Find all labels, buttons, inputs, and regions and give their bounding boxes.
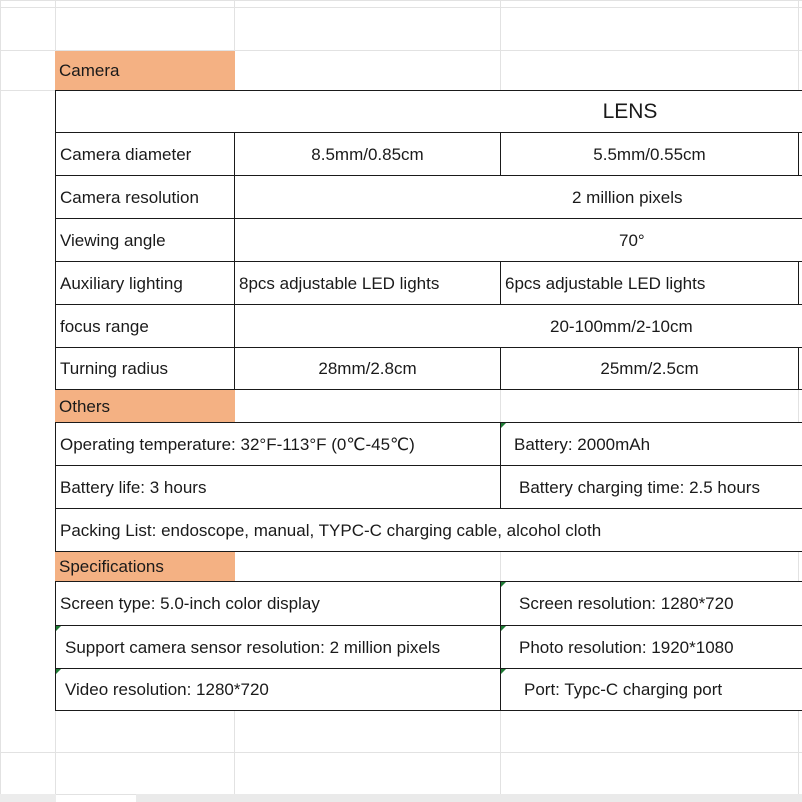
cell-text: 5.5mm/0.55cm — [593, 144, 706, 164]
cell-charging-time[interactable] — [500, 465, 802, 509]
cell-text: Video resolution: 1280*720 — [65, 680, 269, 699]
row-label-focus-range[interactable] — [55, 304, 235, 348]
grid-line — [0, 7, 802, 8]
section-label: Specifications — [59, 557, 164, 576]
cell-photo-resolution[interactable] — [500, 625, 802, 669]
grid-line — [0, 752, 802, 753]
sheet-tab-strip[interactable] — [0, 794, 56, 802]
cell-text: Battery charging time: 2.5 hours — [519, 477, 760, 497]
cell-viewing-angle[interactable] — [234, 218, 802, 262]
lens-header[interactable] — [55, 90, 802, 133]
section-header-others[interactable] — [55, 390, 235, 422]
cell-text: 25mm/2.5cm — [600, 359, 699, 378]
cell-text: Camera resolution — [60, 187, 199, 207]
cell-text: Auxiliary lighting — [60, 273, 183, 293]
section-header-specifications[interactable] — [55, 552, 235, 581]
cell-overflow[interactable] — [798, 132, 802, 176]
cell-text: Packing List: endoscope, manual, TYPC-C charging cable, alcohol cloth — [60, 520, 602, 540]
cell-port[interactable] — [500, 668, 802, 711]
cell-battery-life[interactable] — [55, 465, 501, 509]
section-label: Others — [59, 396, 111, 416]
lens-header-label: LENS — [602, 100, 658, 123]
cell-text: Operating temperature: 32°F-113°F (0℃-45℃) — [60, 434, 415, 454]
cell-camera-resolution[interactable] — [234, 175, 802, 219]
cell-text: Battery life: 3 hours — [60, 477, 207, 497]
row-label-camera-resolution[interactable] — [55, 175, 235, 219]
cell-text: Support camera sensor resolution: 2 million pixels — [65, 637, 441, 657]
cell-text: Camera diameter — [60, 144, 192, 164]
cell-text: 20-100mm/2-10cm — [550, 316, 693, 336]
cell-auxiliary-lighting-1[interactable] — [234, 261, 501, 305]
section-header-camera[interactable] — [55, 51, 235, 90]
cell-battery[interactable] — [500, 422, 802, 466]
cell-camera-diameter-1[interactable] — [234, 132, 501, 176]
horizontal-scrollbar[interactable] — [136, 794, 802, 802]
cell-text: Port: Typc-C charging port — [524, 680, 723, 699]
row-label-camera-diameter[interactable] — [55, 132, 235, 176]
cell-video-resolution[interactable] — [55, 668, 501, 711]
cell-text: Screen resolution: 1280*720 — [519, 594, 734, 613]
cell-operating-temperature[interactable] — [55, 422, 501, 466]
cell-screen-resolution[interactable] — [500, 581, 802, 626]
cell-turning-radius-1[interactable] — [234, 347, 501, 390]
cell-text: Viewing angle — [60, 230, 166, 250]
cell-focus-range[interactable] — [234, 304, 802, 348]
cell-text: 28mm/2.8cm — [318, 359, 417, 378]
cell-turning-radius-2[interactable] — [500, 347, 799, 390]
cell-text: 8.5mm/0.85cm — [311, 144, 424, 164]
row-label-turning-radius[interactable] — [55, 347, 235, 390]
cell-text: focus range — [60, 316, 149, 336]
cell-text: 8pcs adjustable LED lights — [239, 273, 440, 293]
row-label-auxiliary-lighting[interactable] — [55, 261, 235, 305]
row-label-viewing-angle[interactable] — [55, 218, 235, 262]
cell-text: 6pcs adjustable LED lights — [505, 273, 706, 293]
cell-text: Screen type: 5.0-inch color display — [60, 594, 320, 613]
cell-text: 70° — [619, 230, 645, 250]
cell-screen-type[interactable] — [55, 581, 501, 626]
cell-text: Turning radius — [60, 359, 169, 378]
cell-sensor-resolution[interactable] — [55, 625, 501, 669]
cell-camera-diameter-2[interactable] — [500, 132, 799, 176]
cell-overflow[interactable] — [798, 347, 802, 390]
cell-packing-list[interactable] — [55, 508, 802, 552]
cell-overflow[interactable] — [798, 261, 802, 305]
cell-text: Photo resolution: 1920*1080 — [519, 637, 734, 657]
cell-text: 2 million pixels — [572, 187, 683, 207]
cell-auxiliary-lighting-2[interactable] — [500, 261, 799, 305]
section-label: Camera — [59, 61, 120, 80]
cell-text: Battery: 2000mAh — [514, 434, 651, 454]
